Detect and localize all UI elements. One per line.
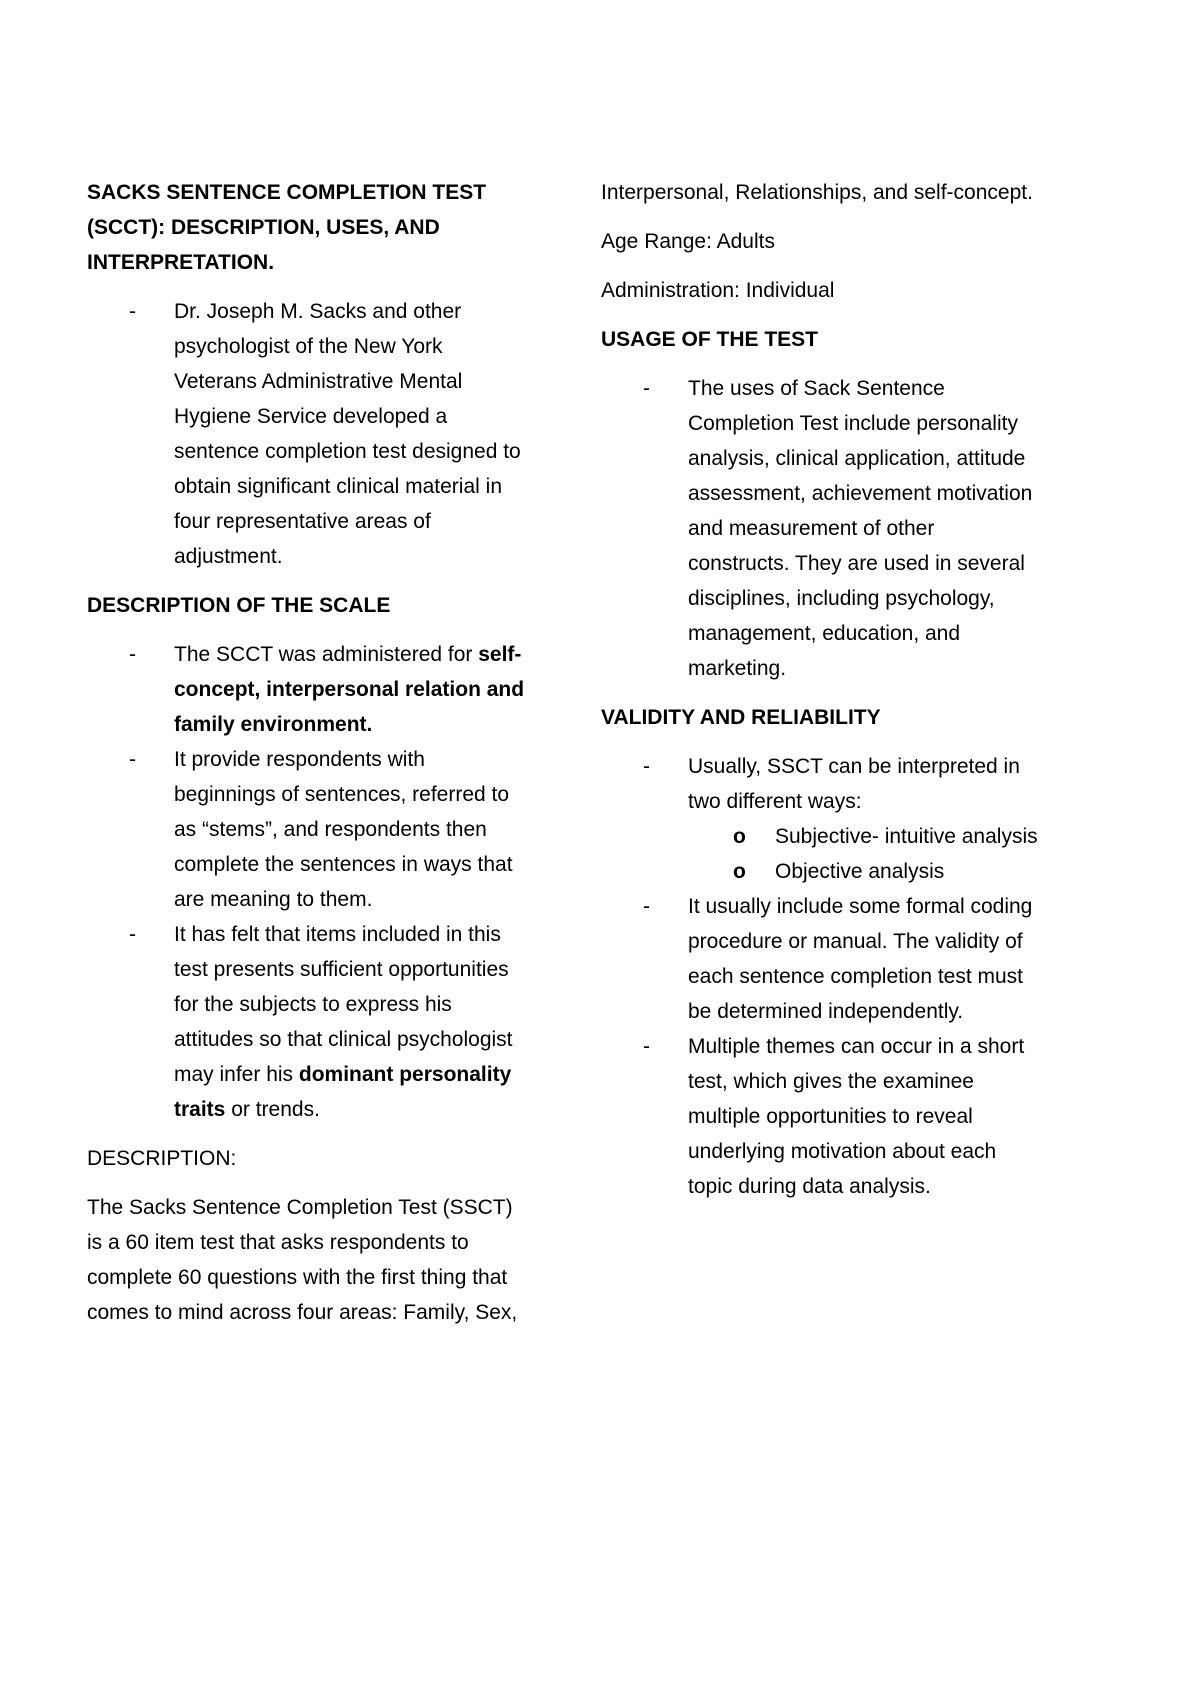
list-item [601, 371, 1041, 686]
dash-bullet: - [643, 1035, 650, 1058]
age-range: Age Range: Adults [601, 230, 775, 253]
description-paragraph: The Sacks Sentence Completion Test (SSCT) is a 60 item test that asks respondents to complete 60 questions with the first thing that comes to mind across four areas: Family, Sex, [87, 1196, 518, 1324]
scale-heading: DESCRIPTION OF THE SCALE [87, 594, 391, 617]
list-item [87, 637, 527, 742]
list-item [601, 1029, 1041, 1204]
continued-paragraph: Interpersonal, Relationships, and self-concept. [601, 181, 1033, 204]
validity-sub-list [688, 819, 1041, 889]
scale-bullet-2-text: It provide respondents with beginnings of sentences, referred to as “stems”, and respondents then complete the sentences in ways that are meaning to them. [174, 748, 513, 911]
dash-bullet: - [129, 643, 136, 666]
validity-list [601, 749, 1041, 1204]
list-item [87, 294, 527, 574]
dash-bullet: - [129, 300, 136, 323]
usage-bullet-text: The uses of Sack Sentence Completion Test include personality analysis, clinical application, attitude assessment, achievement motivation and measurement of other constructs. They are used in several disciplines, including psychology, management, education, and marketing. [688, 377, 1033, 680]
usage-list [601, 371, 1041, 686]
validity-bullet-3-text: Multiple themes can occur in a short test, which gives the examinee multiple opportunities to reveal underlying motivation about each topic during data analysis. [688, 1035, 1025, 1198]
circle-bullet: o [733, 860, 746, 883]
list-item [601, 889, 1041, 1029]
title-line-1: SACKS SENTENCE COMPLETION TEST [87, 181, 487, 204]
administration: Administration: Individual [601, 279, 835, 302]
scale-bullet-1-bold: self-concept, interpersonal relation and family environment. [174, 643, 525, 736]
scale-bullet-3-tail: or trends. [231, 1098, 320, 1121]
dash-bullet: - [129, 923, 136, 946]
dash-bullet: - [129, 748, 136, 771]
list-item [601, 749, 1041, 889]
scale-list [87, 637, 527, 1127]
list-item [87, 917, 527, 1127]
right-column [601, 175, 1041, 1218]
dash-bullet: - [643, 755, 650, 778]
validity-bullet-2-text: It usually include some formal coding procedure or manual. The validity of each sentence completion test must be determined independently. [688, 895, 1033, 1023]
usage-heading: USAGE OF THE TEST [601, 328, 819, 351]
dash-bullet: - [643, 377, 650, 400]
list-item [87, 742, 527, 917]
validity-sub-1-text: Subjective- intuitive analysis [775, 825, 1038, 848]
left-column [87, 175, 527, 1344]
list-item [601, 819, 1041, 854]
scale-bullet-3-text: It has felt that items included in this test presents sufficient opportunities for the subjects to express his attitudes so that clinical psychologist may infer his [174, 923, 513, 1086]
title-line-2: (SCCT): DESCRIPTION, USES, AND [87, 216, 440, 239]
document-title [87, 175, 527, 280]
title-line-3: INTERPRETATION. [87, 251, 275, 274]
circle-bullet: o [733, 825, 746, 848]
validity-bullet-1-text: Usually, SSCT can be interpreted in two different ways: [688, 755, 1020, 813]
dash-bullet: - [643, 895, 650, 918]
intro-list [87, 294, 527, 574]
validity-heading: VALIDITY AND RELIABILITY [601, 706, 881, 729]
list-item [601, 854, 1041, 889]
description-label: DESCRIPTION: [87, 1147, 237, 1170]
intro-bullet-text: Dr. Joseph M. Sacks and other psychologist of the New York Veterans Administrative Mental Hygiene Service developed a sentence completion test designed to obtain significant clinical material in four representative areas of adjustment. [174, 300, 521, 568]
scale-bullet-3-bold: dominant personality traits [174, 1063, 512, 1121]
validity-sub-2-text: Objective analysis [775, 860, 945, 883]
scale-bullet-1-text: The SCCT was administered for [174, 643, 473, 666]
